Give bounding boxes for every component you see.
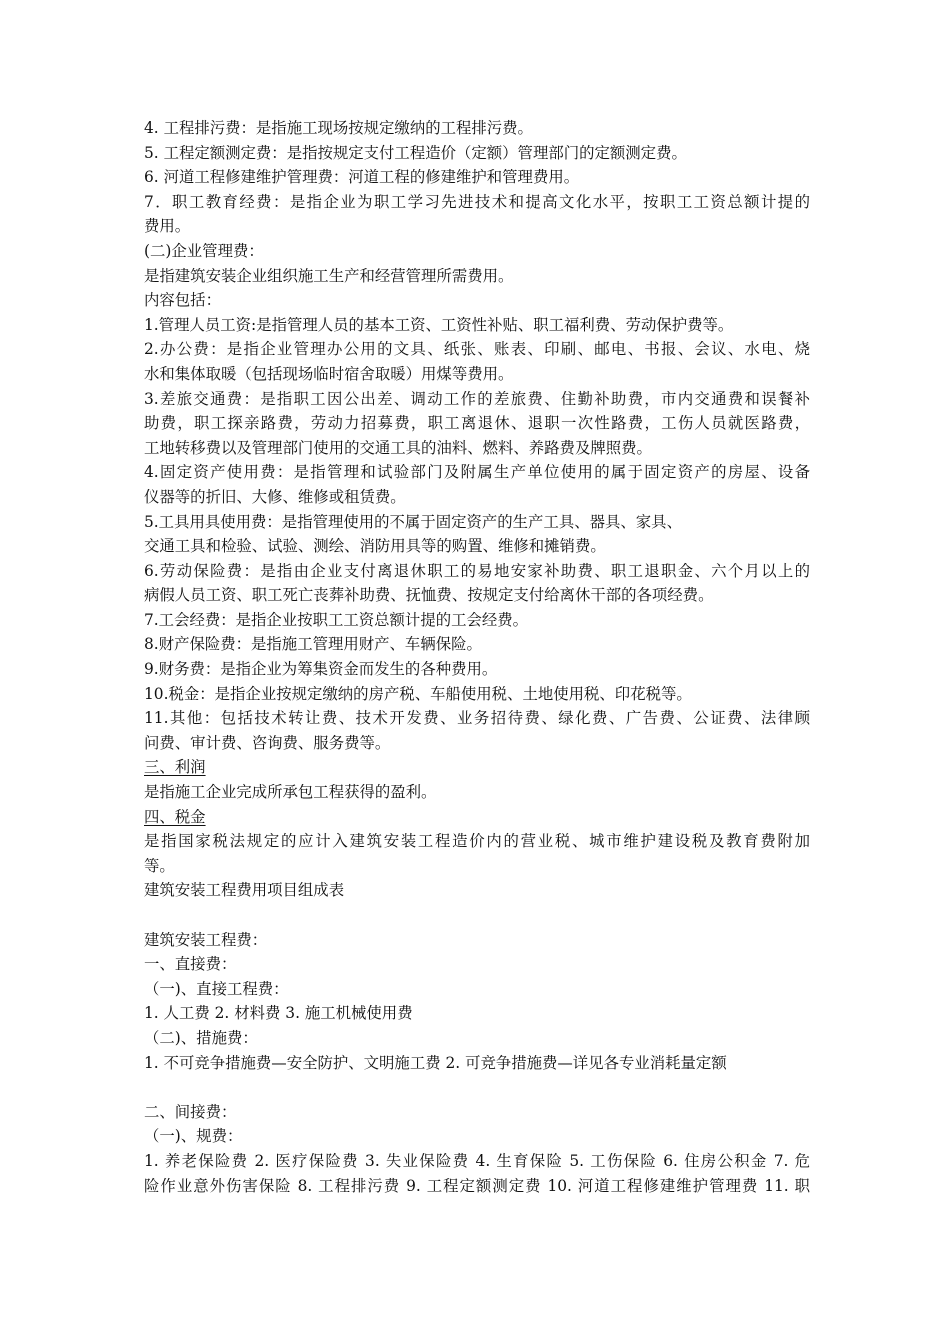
section-subheading: (二)企业管理费： [144,241,264,260]
text-line: 是指建筑安装企业组织施工生产和经营管理所需费用。 [144,266,514,285]
text-line: 等。 [144,856,175,875]
document-page [144,116,810,1198]
text-line: 二、间接费： [144,1102,237,1121]
text-line: 1. 不可竞争措施费—安全防护、文明施工费 2. 可竞争措施费—详见各专业消耗量定额 [144,1053,727,1072]
text-line: 1. 养老保险费 2. 医疗保险费 3. 失业保险费 4. 生育保险 5. 工伤保险 6. 住房公积金 7. 危 [144,1151,810,1170]
text-line: （一)、直接工程费： [144,979,289,998]
text-line: 6.劳动保险费：是指由企业支付离退休职工的易地安家补助费、职工退职金、六个月以上的 [144,561,810,580]
text-line: 一、直接费： [144,955,237,974]
text-line: 9.财务费：是指企业为筹集资金而发生的各种费用。 [144,660,498,679]
text-line: 水和集体取暖（包括现场临时宿舍取暖）用煤等费用。 [144,364,514,383]
text-line: 交通工具和检验、试验、测绘、消防用具等的购置、维修和摊销费。 [144,537,606,556]
text-line: 11.其他：包括技术转让费、技术开发费、业务招待费、绿化费、广告费、公证费、法律顾 [144,709,810,728]
text-line: 是指施工企业完成所承包工程获得的盈利。 [144,783,437,802]
text-line: 8.财产保险费：是指施工管理用财产、车辆保险。 [144,635,482,654]
text-line: 仪器等的折旧、大修、维修或租赁费。 [144,487,406,506]
text-line: 险作业意外伤害保险 8. 工程排污费 9. 工程定额测定费 10. 河道工程修建维护管理费 11. 职 [144,1176,810,1195]
section-heading-tax-text: 四、税金 [144,807,206,826]
text-line: 7.工会经费：是指企业按职工工资总额计提的工会经费。 [144,610,529,629]
text-line: 是指国家税法规定的应计入建筑安装工程造价内的营业税、城市维护建设税及教育费附加 [144,832,810,851]
text-line: 病假人员工资、职工死亡丧葬补助费、抚恤费、按规定支付给离休干部的各项经费。 [144,586,714,605]
text-line: 建筑安装工程费： [144,930,268,949]
text-line: 6. 河道工程修建维护管理费：河道工程的修建维护和管理费用。 [144,168,580,187]
text-line: 2.办公费：是指企业管理办公用的文具、纸张、账表、印刷、邮电、书报、会议、水电、烧 [144,340,810,359]
text-line: （二)、措施费： [144,1028,258,1047]
text-line: 7．职工教育经费：是指企业为职工学习先进技术和提高文化水平，按职工工资总额计提的 [144,192,810,211]
text-line: 5. 工程定额测定费：是指按规定支付工程造价（定额）管理部门的定额测定费。 [144,143,687,162]
text-line: 助费，职工探亲路费，劳动力招募费，职工离退休、退职一次性路费，工伤人员就医路费， [144,414,810,433]
text-line: 4. 工程排污费：是指施工现场按规定缴纳的工程排污费。 [144,119,533,137]
text-line: 1. 人工费 2. 材料费 3. 施工机械使用费 [144,1004,413,1023]
section-heading-profit-text: 三、利润 [144,758,206,777]
text-line: 内容包括： [144,291,221,310]
blank-line [144,903,810,928]
text-line: 问费、审计费、咨询费、服务费等。 [144,733,391,752]
section-heading-tax [144,805,810,830]
text-line: 工地转移费以及管理部门使用的交通工具的油料、燃料、养路费及牌照费。 [144,438,652,457]
table-title: 建筑安装工程费用项目组成表 [144,881,345,900]
text-line: 1.管理人员工资:是指管理人员的基本工资、工资性补贴、职工福利费、劳动保护费等。 [144,315,734,334]
section-heading-profit [144,755,810,780]
text-line: （一)、规费： [144,1127,243,1146]
text-line: 3.差旅交通费：是指职工因公出差、调动工作的差旅费、住勤补助费，市内交通费和误餐补 [144,389,810,408]
text-line: 4.固定资产使用费：是指管理和试验部门及附属生产单位使用的属于固定资产的房屋、设备 [144,463,810,482]
text-line: 费用。 [144,217,191,236]
text-line: 5.工具用具使用费：是指管理使用的不属于固定资产的生产工具、器具、家具、 [144,512,682,531]
text-line: 10.税金：是指企业按规定缴纳的房产税、车船使用税、土地使用税、印花税等。 [144,684,692,703]
blank-line [144,1075,810,1100]
